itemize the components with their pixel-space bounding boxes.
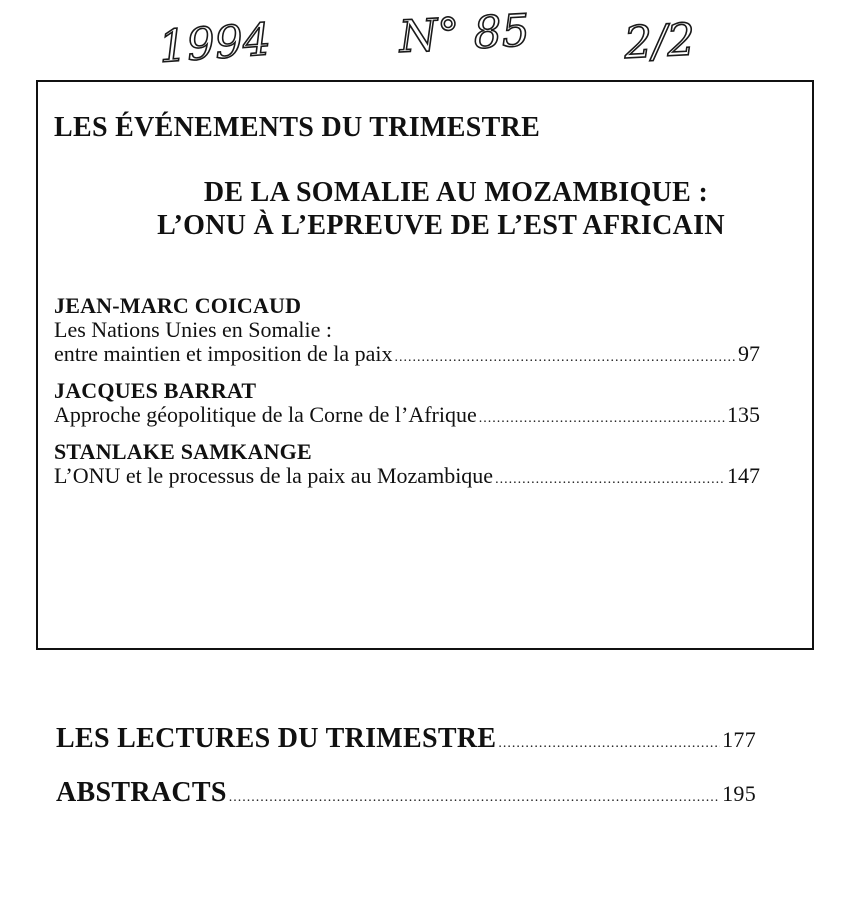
dot-leader	[479, 407, 725, 431]
lectures-line	[56, 723, 756, 760]
dot-leader	[495, 468, 725, 492]
entry-title-line: L’ONU et le processus de la paix au Mozambique	[54, 463, 494, 488]
entry-title-with-page	[54, 403, 760, 431]
entry-page-number: 147	[727, 463, 760, 488]
handwritten-year: 1994	[157, 14, 273, 73]
abstracts-label: ABSTRACTS	[56, 777, 227, 808]
events-section-heading: LES ÉVÉNEMENTS DU TRIMESTRE	[54, 112, 541, 143]
dossier-title-line2: L’ONU À L’EPREUVE DE L’EST AFRICAIN	[157, 210, 725, 241]
toc-entry-barrat[interactable]	[54, 378, 760, 431]
handwritten-annotation	[0, 0, 845, 80]
entry-title-with-page	[54, 342, 760, 370]
entry-title-line: Approche géopolitique de la Corne de l’Afrique	[54, 402, 477, 427]
toc-entries	[54, 293, 760, 500]
entry-author: JACQUES BARRAT	[54, 378, 257, 403]
entry-page-number: 97	[738, 341, 760, 366]
events-section-box	[36, 80, 814, 650]
dot-leader	[498, 728, 720, 760]
toc-entry-samkange[interactable]	[54, 439, 760, 492]
toc-entry-coicaud[interactable]	[54, 293, 760, 370]
handwritten-issue-number: N° 85	[397, 5, 531, 63]
entry-title-line: entre maintien et imposition de la paix	[54, 341, 393, 366]
entry-title-line: Les Nations Unies en Somalie :	[54, 317, 333, 342]
entry-author: JEAN-MARC COICAUD	[54, 293, 302, 318]
lectures-label: LES LECTURES DU TRIMESTRE	[56, 723, 497, 754]
entry-author: STANLAKE SAMKANGE	[54, 439, 312, 464]
toc-entry-abstracts[interactable]	[56, 777, 756, 814]
abstracts-line	[56, 777, 756, 814]
dossier-title-line1: DE LA SOMALIE AU MOZAMBIQUE :	[203, 177, 709, 208]
dot-leader	[394, 346, 736, 370]
handwritten-part: 2/2	[622, 14, 697, 69]
dot-leader	[229, 782, 720, 814]
handwritten-annotation-svg	[0, 0, 845, 80]
lectures-page-number: 177	[722, 727, 756, 752]
entry-title-with-page	[54, 464, 760, 492]
toc-entry-lectures[interactable]	[56, 723, 756, 760]
entry-page-number: 135	[727, 402, 760, 427]
dossier-title	[38, 176, 814, 242]
abstracts-page-number: 195	[722, 781, 756, 806]
